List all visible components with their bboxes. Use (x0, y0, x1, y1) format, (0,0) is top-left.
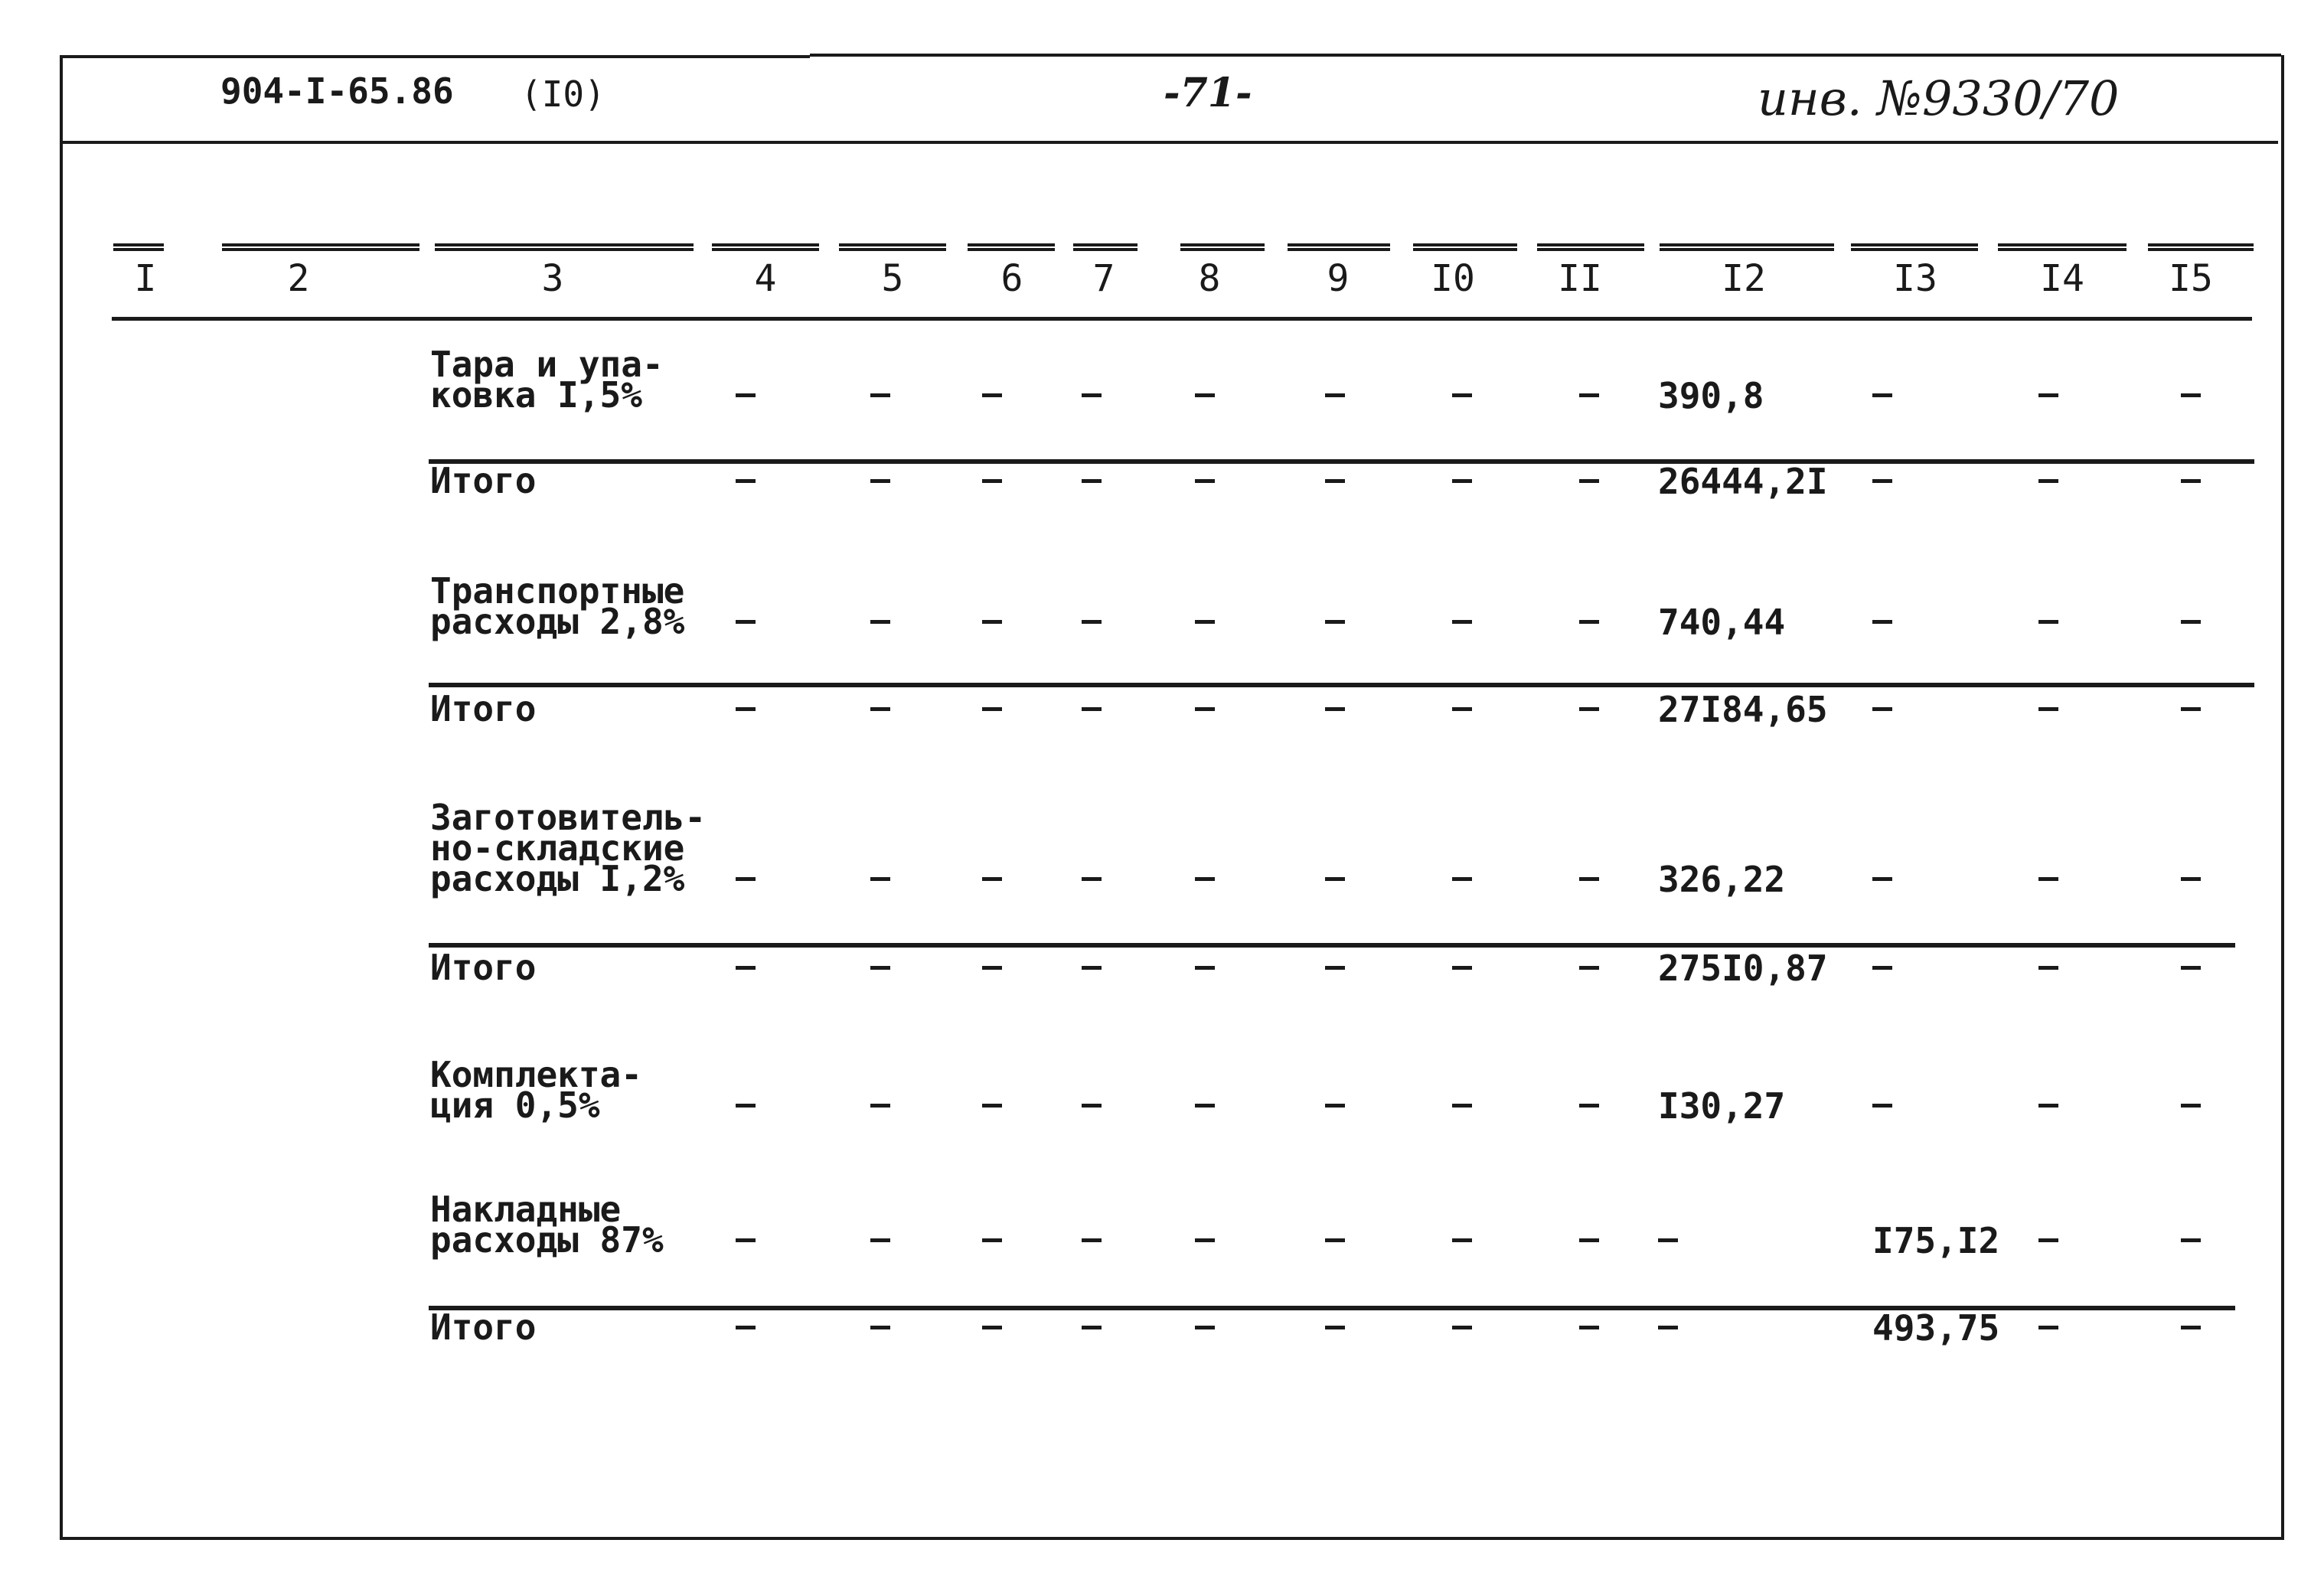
column-header-rule (1998, 243, 2127, 251)
empty-cell-dash (982, 1238, 1002, 1242)
empty-cell-dash (1579, 877, 1599, 881)
empty-cell-dash (1195, 707, 1215, 711)
empty-cell-dash (2038, 1326, 2058, 1329)
empty-cell-dash (1452, 620, 1472, 624)
empty-cell-dash (1452, 1326, 1472, 1329)
document-code: 904-I-65.86 (220, 70, 454, 112)
empty-cell-dash (1872, 1104, 1892, 1108)
empty-cell-dash (736, 1238, 756, 1242)
empty-cell-dash (1195, 966, 1215, 970)
cell-value: I30,27 (1658, 1085, 1786, 1127)
empty-cell-dash (1082, 479, 1102, 483)
cell-value: 27I84,65 (1658, 689, 1828, 730)
column-number: 7 (1092, 257, 1115, 300)
empty-cell-dash (1325, 479, 1345, 483)
row-label: Итого (430, 947, 537, 988)
row-separator-rule (429, 943, 2235, 948)
column-header-rule (968, 243, 1055, 251)
empty-cell-dash (736, 1104, 756, 1108)
empty-cell-dash (1872, 620, 1892, 624)
empty-cell-dash (2181, 393, 2201, 397)
sheet-reference: (I0) (521, 73, 605, 115)
empty-cell-dash (1325, 877, 1345, 881)
row-separator-rule (429, 459, 2254, 464)
row-label: Накладные расходы 87% (430, 1189, 664, 1261)
empty-cell-dash (982, 966, 1002, 970)
empty-cell-dash (982, 620, 1002, 624)
empty-cell-dash (870, 1238, 890, 1242)
column-header-rule (435, 243, 694, 251)
empty-cell-dash (870, 966, 890, 970)
row-label: Транспортные расходы 2,8% (430, 570, 685, 642)
column-number: I (134, 257, 157, 300)
title-block-rule (63, 141, 2278, 144)
empty-cell-dash (1658, 1238, 1678, 1242)
empty-cell-dash (870, 620, 890, 624)
empty-cell-dash (2181, 966, 2201, 970)
empty-cell-dash (2181, 479, 2201, 483)
column-number: 5 (881, 257, 904, 300)
empty-cell-dash (1195, 1238, 1215, 1242)
empty-cell-dash (736, 393, 756, 397)
empty-cell-dash (982, 1104, 1002, 1108)
column-header-rule (839, 243, 946, 251)
empty-cell-dash (1195, 877, 1215, 881)
empty-cell-dash (2038, 966, 2058, 970)
empty-cell-dash (1579, 966, 1599, 970)
empty-cell-dash (1325, 393, 1345, 397)
empty-cell-dash (736, 479, 756, 483)
row-label: Итого (430, 688, 537, 729)
cell-value: 275I0,87 (1658, 948, 1828, 989)
empty-cell-dash (736, 966, 756, 970)
column-header-rule (1537, 243, 1644, 251)
empty-cell-dash (1325, 966, 1345, 970)
empty-cell-dash (2038, 1104, 2058, 1108)
empty-cell-dash (1579, 479, 1599, 483)
row-label: Заготовитель- но-складские расходы I,2% (430, 797, 707, 899)
empty-cell-dash (1195, 1326, 1215, 1329)
empty-cell-dash (2038, 707, 2058, 711)
empty-cell-dash (1195, 1104, 1215, 1108)
empty-cell-dash (2038, 479, 2058, 483)
column-number: I5 (2169, 257, 2213, 300)
empty-cell-dash (1082, 966, 1102, 970)
empty-cell-dash (1082, 393, 1102, 397)
empty-cell-dash (2181, 707, 2201, 711)
empty-cell-dash (1872, 479, 1892, 483)
empty-cell-dash (1452, 1104, 1472, 1108)
empty-cell-dash (870, 707, 890, 711)
empty-cell-dash (736, 707, 756, 711)
empty-cell-dash (982, 877, 1002, 881)
empty-cell-dash (1082, 1104, 1102, 1108)
column-header-rule (222, 243, 419, 251)
empty-cell-dash (2181, 1326, 2201, 1329)
cell-value: 493,75 (1872, 1307, 2000, 1349)
empty-cell-dash (1082, 707, 1102, 711)
empty-cell-dash (1452, 966, 1472, 970)
column-header-rule (1851, 243, 1978, 251)
column-header-rule (1288, 243, 1390, 251)
row-label: Комплекта- ция 0,5% (430, 1054, 642, 1126)
empty-cell-dash (982, 393, 1002, 397)
column-number: 4 (754, 257, 777, 300)
column-number: 6 (1000, 257, 1023, 300)
empty-cell-dash (1082, 1326, 1102, 1329)
empty-cell-dash (2181, 1238, 2201, 1242)
frame-top-rule (810, 54, 2281, 57)
column-number: II (1558, 257, 1602, 300)
empty-cell-dash (1325, 707, 1345, 711)
column-header-rule (112, 317, 2252, 321)
empty-cell-dash (1082, 1238, 1102, 1242)
cell-value: 390,8 (1658, 375, 1764, 416)
column-number: I4 (2040, 257, 2084, 300)
empty-cell-dash (1452, 393, 1472, 397)
column-header-rule (1180, 243, 1265, 251)
empty-cell-dash (982, 707, 1002, 711)
empty-cell-dash (1452, 479, 1472, 483)
row-separator-rule (429, 683, 2254, 687)
empty-cell-dash (1195, 393, 1215, 397)
empty-cell-dash (1195, 620, 1215, 624)
row-label: Итого (430, 460, 537, 501)
cell-value: 740,44 (1658, 602, 1786, 643)
empty-cell-dash (870, 479, 890, 483)
empty-cell-dash (1082, 877, 1102, 881)
empty-cell-dash (1579, 620, 1599, 624)
column-number: I0 (1431, 257, 1475, 300)
column-number: 9 (1327, 257, 1350, 300)
empty-cell-dash (1325, 1238, 1345, 1242)
empty-cell-dash (1325, 1326, 1345, 1329)
empty-cell-dash (2038, 393, 2058, 397)
empty-cell-dash (1579, 1104, 1599, 1108)
empty-cell-dash (2181, 877, 2201, 881)
empty-cell-dash (2038, 1238, 2058, 1242)
cell-value: 26444,2I (1658, 461, 1828, 502)
column-number: 8 (1198, 257, 1221, 300)
empty-cell-dash (2038, 620, 2058, 624)
empty-cell-dash (870, 877, 890, 881)
column-number: I2 (1722, 257, 1766, 300)
empty-cell-dash (736, 877, 756, 881)
empty-cell-dash (1195, 479, 1215, 483)
empty-cell-dash (1579, 393, 1599, 397)
cell-value: I75,I2 (1872, 1220, 2000, 1261)
empty-cell-dash (1579, 707, 1599, 711)
empty-cell-dash (1325, 620, 1345, 624)
empty-cell-dash (1452, 707, 1472, 711)
column-header-rule (712, 243, 819, 251)
empty-cell-dash (870, 1326, 890, 1329)
column-header-rule (1073, 243, 1138, 251)
empty-cell-dash (736, 620, 756, 624)
empty-cell-dash (736, 1326, 756, 1329)
empty-cell-dash (1452, 877, 1472, 881)
empty-cell-dash (870, 393, 890, 397)
empty-cell-dash (870, 1104, 890, 1108)
empty-cell-dash (1579, 1238, 1599, 1242)
empty-cell-dash (1325, 1104, 1345, 1108)
empty-cell-dash (2181, 620, 2201, 624)
empty-cell-dash (1872, 707, 1892, 711)
empty-cell-dash (1452, 1238, 1472, 1242)
column-header-rule (2148, 243, 2254, 251)
empty-cell-dash (2038, 877, 2058, 881)
empty-cell-dash (1872, 966, 1892, 970)
column-header-rule (113, 243, 164, 251)
frame-top-rule (60, 55, 810, 58)
empty-cell-dash (1872, 393, 1892, 397)
page-number: -71- (1164, 70, 1252, 116)
empty-cell-dash (2181, 1104, 2201, 1108)
inventory-number: инв. №9330/70 (1758, 70, 2120, 126)
empty-cell-dash (1579, 1326, 1599, 1329)
column-number: 2 (287, 257, 310, 300)
column-header-rule (1413, 243, 1517, 251)
empty-cell-dash (1872, 877, 1892, 881)
column-number: 3 (541, 257, 564, 300)
cell-value: 326,22 (1658, 859, 1786, 900)
empty-cell-dash (1082, 620, 1102, 624)
row-label: Итого (430, 1307, 537, 1348)
column-number: I3 (1893, 257, 1937, 300)
empty-cell-dash (982, 479, 1002, 483)
empty-cell-dash (1658, 1326, 1678, 1329)
row-label: Тара и упа- ковка I,5% (430, 344, 664, 416)
empty-cell-dash (982, 1326, 1002, 1329)
column-header-rule (1660, 243, 1834, 251)
